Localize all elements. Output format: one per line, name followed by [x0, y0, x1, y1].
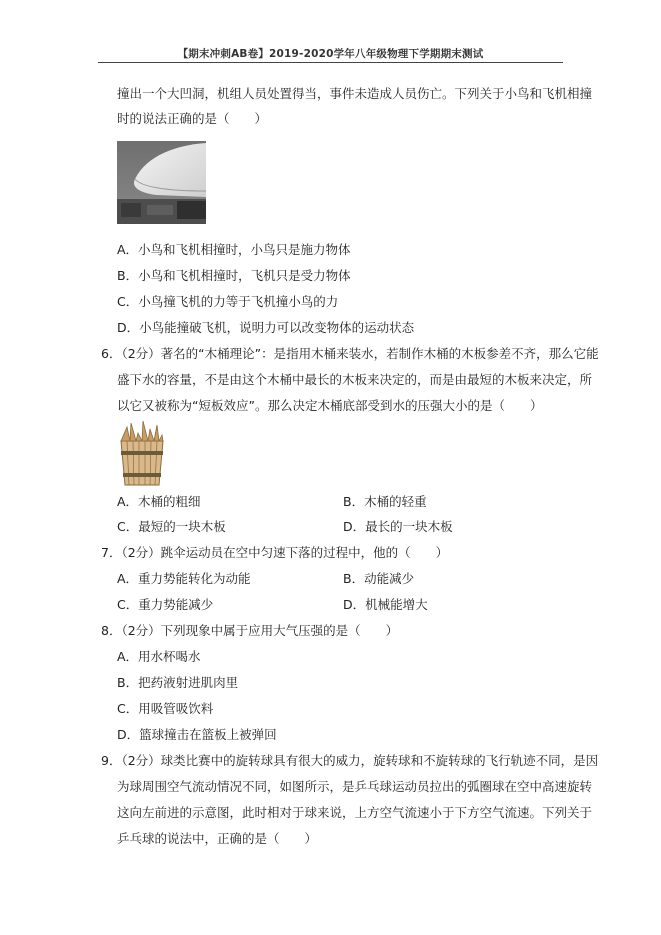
q6-option-c: C．最短的一块木板 [117, 519, 226, 534]
q5-option-a: A．小鸟和飞机相撞时，小鸟只是施力物体 [117, 242, 351, 257]
header-divider [98, 62, 563, 63]
q5-option-b: B．小鸟和飞机相撞时，飞机只是受力物体 [117, 268, 351, 283]
q6-option-d: D．最长的一块木板 [343, 519, 453, 534]
q7-option-d: D．机械能增大 [343, 597, 428, 612]
q6-stem-line-1: 6．（2分）著名的“木桶理论”：是指用木桶来装水，若制作木桶的木板参差不齐，那么它能 [101, 346, 599, 361]
q5-option-c: C．小鸟撞飞机的力等于飞机撞小鸟的力 [117, 294, 339, 309]
q5-stem-line-1: 撞出一个大凹洞，机组人员处置得当，事件未造成人员伤亡。下列关于小鸟和飞机相撞 [117, 86, 593, 101]
q6-option-a: A．木桶的粗细 [117, 494, 201, 509]
q9-stem-line-2: 为球周围空气流动情况不同，如图所示，是乒乓球运动员拉出的弧圈球在空中高速旋转 [117, 779, 593, 794]
q7-option-c: C．重力势能减少 [117, 597, 214, 612]
q7-option-a: A．重力势能转化为动能 [117, 571, 251, 586]
q8-option-a: A．用水杯喝水 [117, 649, 201, 664]
q8-option-d: D．篮球撞击在篮板上被弹回 [117, 727, 277, 742]
q8-option-b: B．把药液射进肌肉里 [117, 675, 239, 690]
header-title: 【期末冲刺AB卷】2019-2020学年八年级物理下学期期末测试 [177, 48, 484, 60]
q9-stem-line-1: 9．（2分）球类比赛中的旋转球具有很大的威力，旋转球和不旋转球的飞行轨迹不同，是因 [101, 753, 599, 768]
q5-stem-line-2: 时的说法正确的是（ ） [117, 111, 268, 126]
q6-stem-line-3: 以它又被称为“短板效应”。那么决定木桶底部受到水的压强大小的是（ ） [117, 398, 543, 413]
q8-option-c: C．用吸管吸饮料 [117, 701, 214, 716]
q6-option-b: B．木桶的轻重 [343, 494, 427, 509]
q9-stem-line-3: 这向左前进的示意图，此时相对于球来说，上方空气流速小于下方空气流速。下列关于 [117, 805, 593, 820]
plane-collision-photo [117, 141, 206, 224]
q9-stem-line-4: 乒乓球的说法中，正确的是（ ） [117, 831, 318, 846]
q5-option-d: D．小鸟能撞破飞机，说明力可以改变物体的运动状态 [117, 320, 415, 335]
q7-option-b: B．动能减少 [343, 571, 415, 586]
wooden-bucket-image [117, 421, 167, 487]
q7-stem: 7．（2分）跳伞运动员在空中匀速下落的过程中，他的（ ） [101, 545, 449, 560]
q8-stem: 8．（2分）下列现象中属于应用大气压强的是（ ） [101, 623, 399, 638]
q6-stem-line-2: 盛下水的容量，不是由这个木桶中最长的木板来决定的，而是由最短的木板来决定，所 [117, 372, 593, 387]
